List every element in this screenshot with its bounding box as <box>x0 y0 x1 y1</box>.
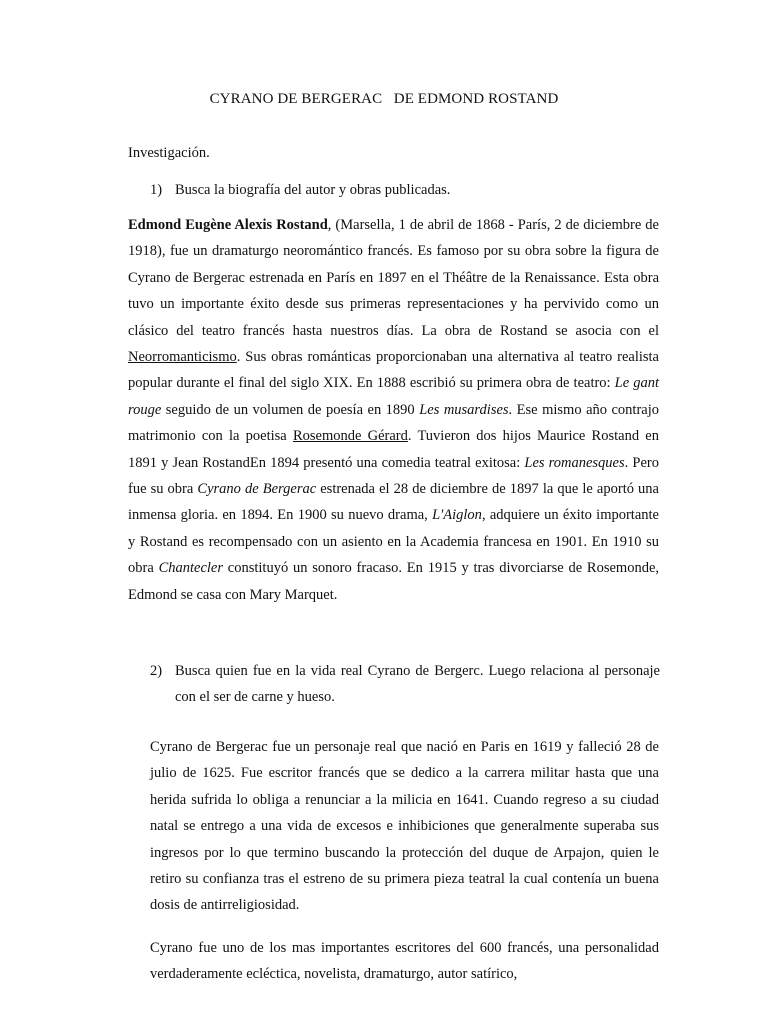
bio-text: . Sus obras románticas proporcionaban una alternativa al teatro realista popular durante el final del siglo XIX. En 1888 escribió su primera obra de teatro: <box>128 349 659 392</box>
work-title: L'Aiglon <box>432 507 482 524</box>
work-title: Chantecler <box>158 560 223 577</box>
bio-text: estrenada el 28 de diciembre de 1897 la que le aportó una inmensa gloria. en 1894. En 1900 su nuevo drama, <box>128 481 659 524</box>
question-1 <box>150 177 660 203</box>
bio-text: , adquiere un éxito importante y Rostand es recompensado con un asiento en la Academia francesa en 1901. En 1910 su obra <box>128 507 659 577</box>
bio-text: . Pero fue su obra <box>128 454 659 498</box>
work-title: Le gant rouge <box>128 375 660 418</box>
biography-paragraph <box>128 212 659 608</box>
author-name: Edmond Eugène Alexis Rostand <box>128 217 328 233</box>
bio-text: seguido de un volumen de poesía en 1890 <box>161 401 420 418</box>
question-number: 2) <box>150 663 163 679</box>
question-number: 1) <box>150 182 163 198</box>
question-text: Busca la biografía del autor y obras publicadas. <box>175 182 451 198</box>
bio-text: constituyó un sonoro fracaso. En 1915 y tras divorciarse de Rosemonde, Edmond se casa con Mary Marquet. <box>128 560 660 603</box>
question-2 <box>150 658 660 710</box>
work-title: Les musardises <box>419 401 509 418</box>
section-label: Investigación. <box>128 145 210 161</box>
cyrano-paragraph-2: Cyrano fue uno de los mas importantes escritores del 600 francés, una personalidad verdaderamente ecléctica, novelista, dramaturgo, autor satírico, <box>150 940 659 983</box>
bio-text: , (Marsella, 1 de abril de 1868 - París, 2 de diciembre de 1918), fue un dramaturgo neoromántico francés. Es famoso por su obra sobre la figura de Cyrano de Bergerac estrenada en París en 1897 en el Théâtre de la Renaissance. Esta obra tuvo un importante éxito desde sus primeras representaciones y ha pervivido como un clásico del teatro francés hasta nuestros días. La obra de Rostand se asocia con el <box>128 217 659 339</box>
work-title: Les romanesques <box>524 454 625 471</box>
rosemonde-gerard-link[interactable]: Rosemonde Gérard <box>292 428 408 445</box>
question-text: Busca quien fue en la vida real Cyrano de Bergerc. Luego relaciona al personaje con el ser de carne y hueso. <box>175 663 660 705</box>
bio-text: . Tuvieron dos hijos Maurice Rostand en 1891 y Jean RostandEn 1894 presentó una comedia teatral exitosa: <box>128 428 659 471</box>
work-title: Cyrano de Bergerac <box>197 481 317 498</box>
bio-text: . Ese mismo año contrajo matrimonio con la poetisa <box>128 401 659 445</box>
neorromanticismo-link[interactable]: Neorromanticismo <box>128 349 237 366</box>
cyrano-paragraph-1: Cyrano de Bergerac fue un personaje real que nació en Paris en 1619 y falleció 28 de julio de 1625. Fue escritor francés que se dedico a la carrera militar hasta que una herida sufrida lo obliga a renunciar a la milicia en 1641. Cuando regreso a su ciudad natal se entrego a una vida de excesos e inhibiciones que generalmente superaba sus ingresos por lo que termino buscando la protección del duque de Arpajon, quien le retiro su confianza tras el estreno de su primera pieza teatral la cual contenía un buena dosis de antirreligiosidad. <box>150 739 659 914</box>
document-title: CYRANO DE BERGERAC DE EDMOND ROSTAND <box>209 91 559 107</box>
